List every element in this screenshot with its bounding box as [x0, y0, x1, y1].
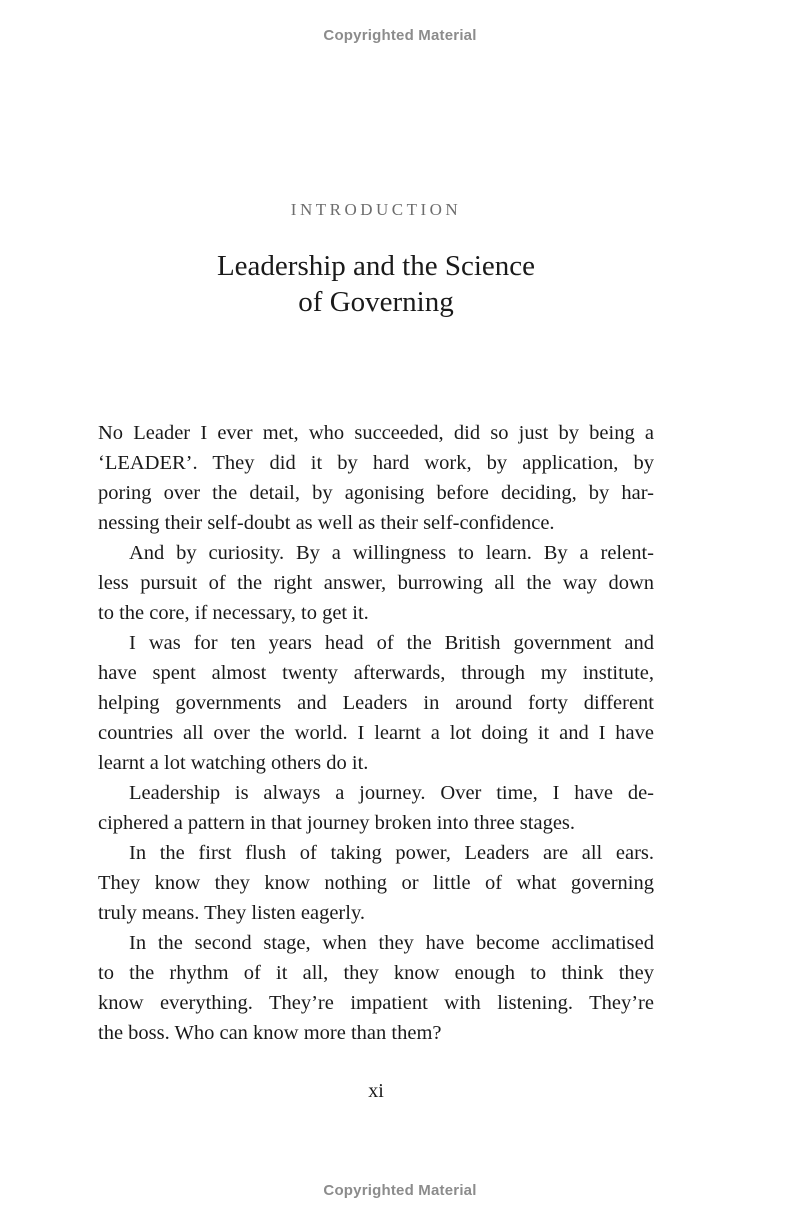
paragraph	[98, 928, 654, 1048]
copyright-watermark-bottom: Copyrighted Material	[323, 1182, 477, 1199]
text-line: truly means. They listen eagerly.	[98, 902, 365, 924]
text-line: poring over the detail, by agonising before deciding, by har-	[98, 482, 654, 504]
text-line: less pursuit of the right answer, burrowing all the way down	[98, 572, 654, 594]
text-line: have spent almost twenty afterwards, through my institute,	[98, 662, 654, 684]
paragraph	[98, 418, 654, 538]
text-line: the boss. Who can know more than them?	[98, 1022, 442, 1044]
body-text	[98, 418, 654, 1048]
text-line: No Leader I ever met, who succeeded, did so just by being a	[98, 422, 654, 444]
text-line: ‘LEADER’. They did it by hard work, by application, by	[98, 452, 654, 474]
paragraph	[98, 628, 654, 778]
text-line: to the rhythm of it all, they know enough to think they	[98, 962, 654, 984]
chapter-label: INTRODUCTION	[290, 200, 462, 219]
text-line: know everything. They’re impatient with listening. They’re	[98, 992, 654, 1014]
paragraph	[98, 538, 654, 628]
text-line: In the second stage, when they have become acclimatised	[129, 932, 654, 954]
paragraph	[98, 838, 654, 928]
text-line: ciphered a pattern in that journey broken into three stages.	[98, 812, 576, 834]
page-number: xi	[368, 1080, 384, 1102]
text-line: And by curiosity. By a willingness to learn. By a relent-	[129, 542, 654, 564]
text-line: nessing their self-doubt as well as their self-confidence.	[98, 512, 555, 534]
text-line: They know they know nothing or little of what governing	[98, 872, 654, 894]
paragraph	[98, 778, 654, 838]
chapter-title-line-2: of Governing	[298, 286, 454, 318]
text-line: to the core, if necessary, to get it.	[98, 602, 369, 624]
text-line: Leadership is always a journey. Over time, I have de-	[129, 782, 654, 804]
copyright-watermark-top: Copyrighted Material	[323, 27, 477, 44]
chapter-title-line-1: Leadership and the Science	[216, 250, 536, 282]
text-line: I was for ten years head of the British government and	[129, 632, 654, 654]
text-line: learnt a lot watching others do it.	[98, 752, 369, 774]
text-line: countries all over the world. I learnt a lot doing it and I have	[98, 722, 654, 744]
text-line: helping governments and Leaders in around forty different	[98, 692, 654, 714]
text-line: In the first flush of taking power, Leaders are all ears.	[129, 842, 654, 864]
chapter-title	[0, 248, 752, 320]
